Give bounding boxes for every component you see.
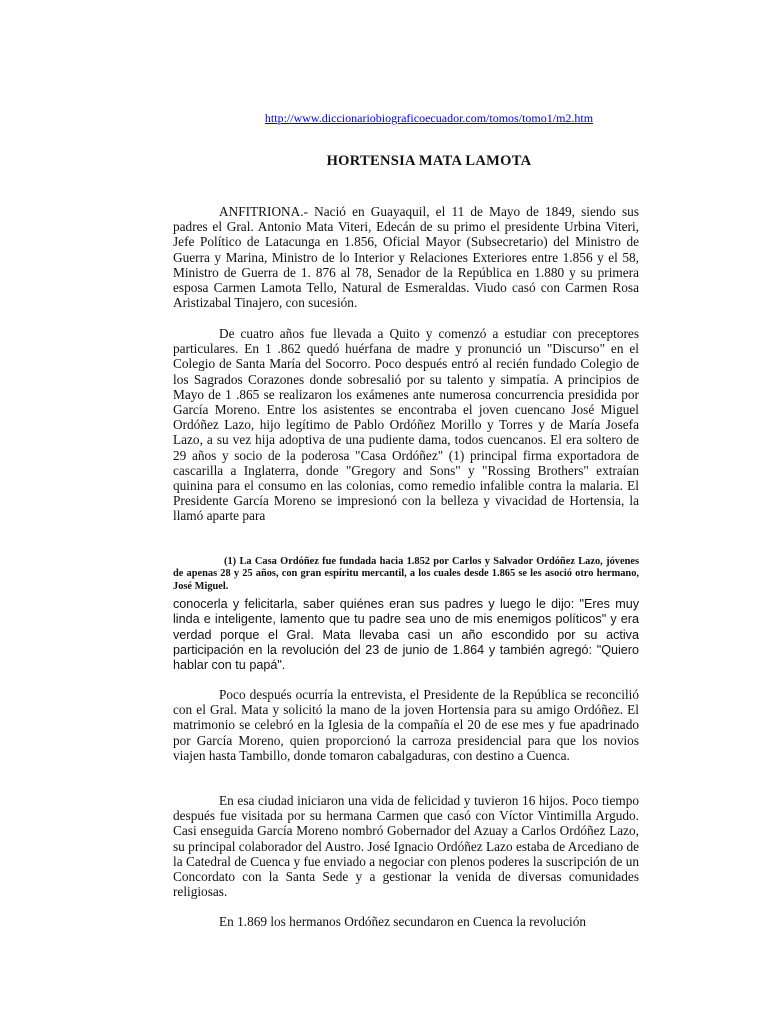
paragraph-continuation: conocerla y felicitarla, saber quiénes eran sus padres y luego le dijo: "Eres muy linda e inteligente, lamento que tu padre sea uno de mis enemigos políticos" y era verdad porque el Gral. Mata llevaba casi un año escondido por su activa participación en la revolución del 23 de junio de 1.864 y también agregó: "Quiero hablar con tu papá". — [173, 597, 639, 673]
paragraph-birth: ANFITRIONA.- Nació en Guayaquil, el 11 de Mayo de 1849, siendo sus padres el Gral. Antonio Mata Viteri, Edecán de su primo el presidente Urbina Viteri, Jefe Político de Latacunga en 1.856, Oficial Mayor (Subsecretario) del Ministro de Guerra y Marina, Ministro de lo Interior y Relaciones Exteriores entre 1.856 y el 58, Ministro de Guerra de 1. 876 al 78, Senador de la República en 1.880 y su primera esposa Carmen Lamota Tello, Natural de Esmeraldas. Viudo casó con Carmen Rosa Aristizabal Tinajero, con sucesión. — [173, 204, 639, 311]
source-url-link[interactable]: http://www.diccionariobiograficoecuador.com/tomos/tomo1/m2.htm — [264, 111, 594, 125]
paragraph-cuenca-life: En esa ciudad iniciaron una vida de felicidad y tuvieron 16 hijos. Poco tiempo después fue visitada por su hermana Carmen que casó con Víctor Vintimilla Argudo. Casi enseguida García Moreno nombró Gobernador del Azuay a Carlos Ordóñez Lazo, su principal colaborador del Austro. José Ignacio Ordóñez Lazo estaba de Arcediano de la Catedral de Cuenca y fue enviado a negociar con plenos poderes la suscripción de un Concordato con la Santa Sede y a gestionar la venida de diversas comunidades religiosas. — [173, 793, 639, 900]
footnote-casa-ordonez: (1) La Casa Ordóñez fue fundada hacia 1.852 por Carlos y Salvador Ordóñez Lazo, jóvenes de apenas 28 y 25 años, con gran espíritu mercantil, a los cuales desde 1.865 se les asoció otro hermano, José Miguel. — [173, 556, 639, 592]
paragraph-revolution: En 1.869 los hermanos Ordóñez secundaron en Cuenca la revolución — [219, 914, 587, 929]
document-title: HORTENSIA MATA LAMOTA — [326, 153, 532, 169]
paragraph-education: De cuatro años fue llevada a Quito y comenzó a estudiar con preceptores particulares. En 1 .862 quedó huérfana de madre y pronunció un "Discurso" en el Colegio de Santa María del Socorro. Poco después entró al recién fundado Colegio de los Sagrados Corazones donde sobresalió por su talento y simpatía. A principios de Mayo de 1 .865 se realizaron los exámenes ante numerosa concurrencia presidida por García Moreno. Entre los asistentes se encontraba el joven cuencano José Miguel Ordóñez Lazo, hijo legítimo de Pablo Ordóñez Morillo y Torres y de María Josefa Lazo, a su vez hija adoptiva de una pudiente dama, todos cuencanos. El era soltero de 29 años y socio de la poderosa "Casa Ordóñez" (1) principal firma exportadora de cascarilla a Inglaterra, donde "Gregory and Sons" y "Rossing Brothers" extraían quinina para el consumo en las colonias, como remedio infalible contra la malaria. El Presidente García Moreno se impresionó con la belleza y vivacidad de Hortensia, la llamó aparte para — [173, 326, 639, 524]
paragraph-marriage: Poco después ocurría la entrevista, el Presidente de la República se reconcilió con el Gral. Mata y solicitó la mano de la joven Hortensia para su amigo Ordóñez. El matrimonio se celebró en la Iglesia de la compañía el 20 de ese mes y fue apadrinado por García Moreno, quien proporcionó la carroza presidencial para que los novios viajen hasta Tambillo, donde tomaron cabalgaduras, con destino a Cuenca. — [173, 687, 639, 763]
